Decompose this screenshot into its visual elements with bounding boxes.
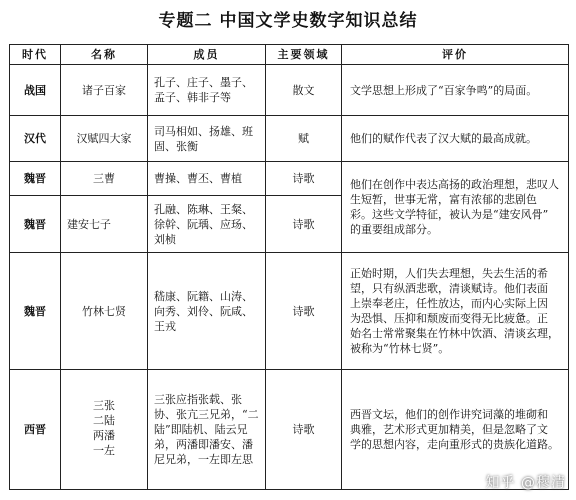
text-line: 弟，两潘即潘安、潘: [154, 438, 253, 451]
field-cell: 赋: [266, 116, 342, 162]
field-cell: 诗歌: [266, 162, 342, 196]
text-line: 徐幹、阮瑀、应玚、: [154, 217, 253, 231]
header-era: 时代: [10, 45, 61, 65]
name-cell: [61, 116, 148, 162]
text-line: 望，只有纵酒悲歌，清谈赋诗。他们表面: [350, 282, 548, 295]
era-cell: 魏晋: [10, 162, 61, 196]
text-line: 上崇奉老庄，任性放达，而内心实际上因: [350, 297, 548, 310]
evaluation-cell: [342, 65, 569, 116]
era-cell: 魏晋: [10, 253, 61, 370]
members-cell: [148, 65, 266, 116]
field-cell: 诗歌: [266, 253, 342, 370]
table-row: [10, 253, 569, 370]
text-line: 汉赋四大家: [76, 132, 132, 145]
table-row: [10, 65, 569, 116]
name-lines: [93, 398, 115, 458]
name-cell: [61, 370, 148, 490]
text-line: 三张: [93, 398, 115, 412]
field-cell: 诗歌: [266, 196, 342, 253]
text-line: 孔融、陈琳、王粲、: [154, 202, 253, 216]
members-cell: [148, 253, 266, 370]
text-line: 始名士常常聚集在竹林中饮酒、清谈玄理，: [350, 327, 559, 340]
text-line: 孔子、庄子、墨子、: [154, 76, 253, 89]
header-name: 名称: [61, 45, 148, 65]
text-line: 二陆: [93, 413, 115, 427]
text-line: 文学思想上形成了“百家争鸣”的局面。: [350, 83, 538, 97]
field-cell: 散文: [266, 65, 342, 116]
text-line: 生短暂，世事无常，富有浓郁的悲剧色: [350, 193, 537, 206]
text-line: 三曹: [93, 172, 115, 185]
watermark: 知乎 @穆清: [485, 475, 566, 491]
text-line: 彩。这些文学特征，被认为是“建安风骨”: [350, 208, 549, 221]
name-cell: [61, 196, 148, 253]
members-cell: [148, 162, 266, 196]
text-line: 刘桢: [154, 232, 176, 246]
era-cell: 魏晋: [10, 196, 61, 253]
page-title: 专题二 中国文学史数字知识总结: [158, 11, 418, 31]
header-field: 主要领域: [266, 45, 342, 65]
era-cell: 西晋: [10, 370, 61, 490]
name-cell: [61, 65, 148, 116]
header-evaluation: 评价: [342, 45, 569, 65]
text-line: 固、张衡: [154, 139, 198, 153]
text-line: 一左: [93, 443, 115, 457]
members-cell: [148, 116, 266, 162]
name-cell: [61, 162, 148, 196]
evaluation-cell: [342, 253, 569, 370]
text-line: 尼兄弟，一左即左思: [154, 453, 253, 466]
table-header-row: [10, 45, 569, 65]
text-line: 正始时期，人们失去理想，失去生活的希: [350, 267, 548, 280]
text-line: 两潘: [93, 428, 115, 442]
table-row: [10, 162, 569, 196]
members-cell: [148, 196, 266, 253]
text-line: 向秀、刘伶、阮咸、: [154, 304, 253, 318]
text-line: 曹操、曹丕、曹植: [154, 172, 242, 185]
text-line: 典雅，艺术形式更加精美，但是忽略了文: [350, 423, 548, 436]
text-line: 被称为“竹林七贤”。: [350, 342, 450, 355]
text-line: 王戎: [154, 319, 176, 333]
evaluation-cell: [342, 162, 569, 253]
era-cell: 汉代: [10, 116, 61, 162]
name-cell: [61, 253, 148, 370]
text-line: 学的思想内容，走向重形式的贵族化道路。: [350, 438, 559, 451]
field-cell: 诗歌: [266, 370, 342, 490]
text-line: 孟子、韩非子等: [154, 91, 231, 104]
table-row: [10, 116, 569, 162]
text-line: 他们在创作中表达高扬的政治理想，悲叹人: [350, 178, 559, 191]
text-line: 陆”即陆机、陆云兄: [154, 423, 248, 436]
text-line: 为恐惧、压抑和颓废而变得无比疲惫。正: [350, 312, 548, 325]
era-cell: 战国: [10, 65, 61, 116]
text-line: 诸子百家: [82, 83, 126, 97]
header-members: 成员: [148, 45, 266, 65]
text-line: 协、张亢三兄弟，“二: [154, 408, 259, 421]
text-line: 嵇康、阮籍、山涛、: [154, 289, 253, 303]
members-cell: [148, 370, 266, 490]
literature-table: [9, 44, 569, 490]
text-line: 他们的赋作代表了汉大赋的最高成就。: [350, 132, 537, 145]
text-line: 的重要组成部分。: [350, 223, 438, 236]
text-line: 建安七子: [67, 217, 111, 231]
text-line: 西晋文坛，他们的创作讲究词藻的堆砌和: [350, 408, 548, 421]
text-line: 竹林七贤: [82, 304, 126, 318]
text-line: 三张应指张载、张: [154, 393, 242, 406]
evaluation-cell: [342, 116, 569, 162]
text-line: 司马相如、扬雄、班: [154, 124, 253, 138]
